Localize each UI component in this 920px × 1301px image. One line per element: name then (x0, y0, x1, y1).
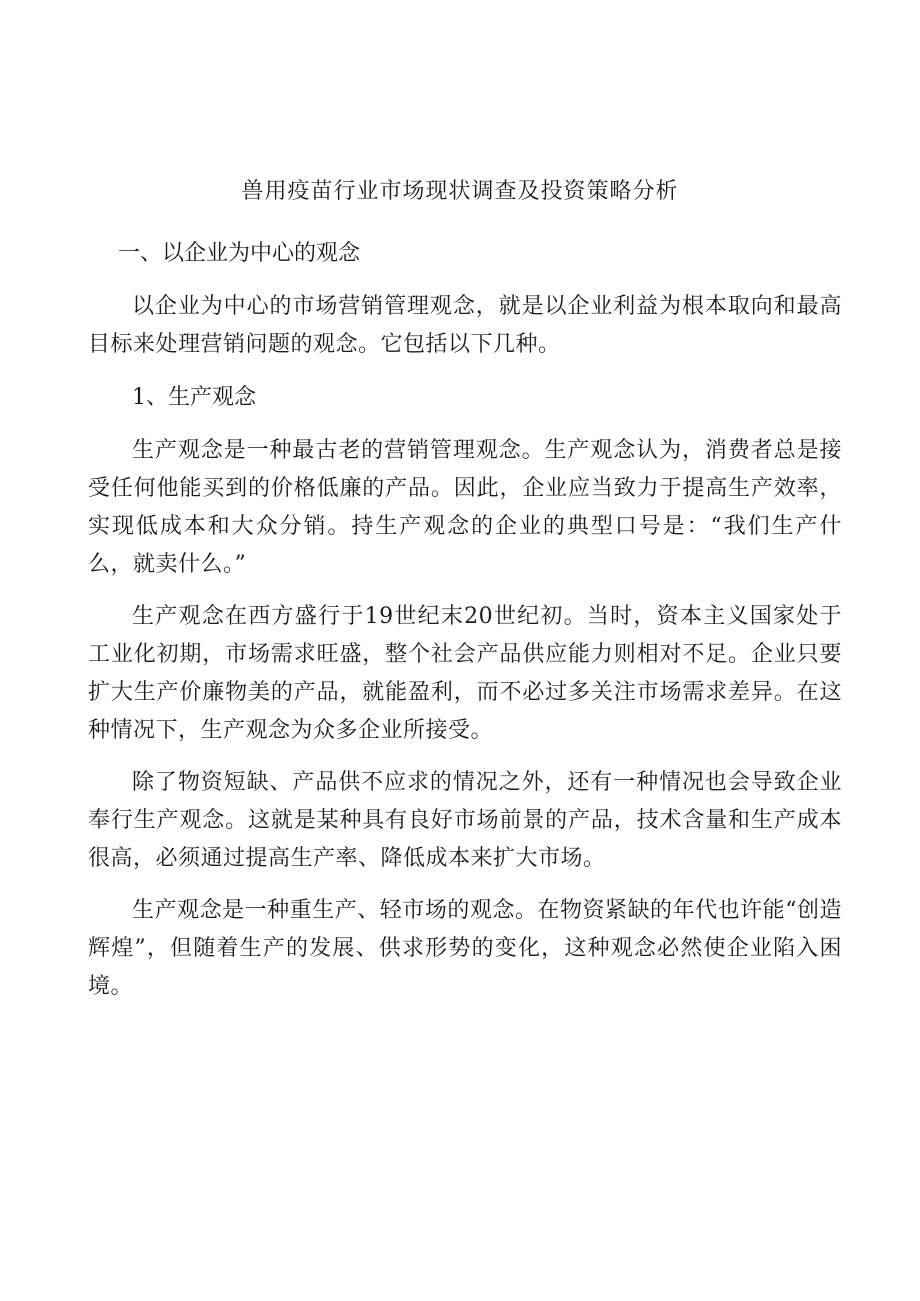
subsection-heading: 1、生产观念 (132, 385, 256, 410)
body-paragraph: 生产观念是一种重生产、轻市场的观念。在物资紧缺的年代也许能“创造辉煌”，但随着生产的发展、供求形势的变化，这种观念必然使企业陷入困境。 (88, 898, 842, 999)
body-paragraph: 生产观念是一种最古老的营销管理观念。生产观念认为，消费者总是接受任何他能买到的价格低廉的产品。因此，企业应当致力于提高生产效率，实现低成本和大众分销。持生产观念的企业的典型口号是：“我们生产什么，就卖什么。” (88, 438, 842, 577)
document-body (88, 234, 842, 1020)
body-paragraph: 除了物资短缺、产品供不应求的情况之外，还有一种情况也会导致企业奉行生产观念。这就是某种具有良好市场前景的产品，技术含量和生产成本很高，必须通过提高生产率、降低成本来扩大市场。 (88, 770, 842, 871)
body-paragraph: 生产观念在西方盛行于19世纪末20世纪初。当时，资本主义国家处于工业化初期，市场需求旺盛，整个社会产品供应能力则相对不足。企业只要扩大生产价廉物美的产品，就能盈利，而不必过多关注市场需求差异。在这种情况下，生产观念为众多企业所接受。 (88, 604, 842, 743)
section-heading: 一、以企业为中心的观念 (118, 241, 361, 266)
document-title: 兽用疫苗行业市场现状调查及投资策略分析 (241, 179, 679, 204)
intro-paragraph: 以企业为中心的市场营销管理观念，就是以企业利益为根本取向和最高目标来处理营销问题的观念。它包括以下几种。 (88, 294, 842, 357)
